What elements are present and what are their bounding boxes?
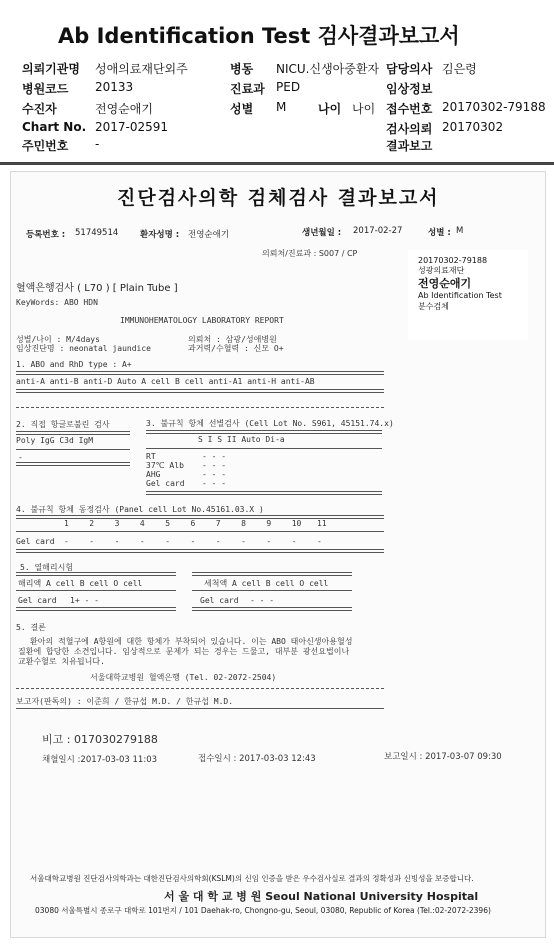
sticker-name: 전영순애기 bbox=[418, 277, 472, 290]
panel-cell-number: 2 bbox=[89, 519, 95, 528]
abo-rule bbox=[16, 371, 384, 375]
conclusion-line-3: 교환수혈로 치유됩니다. bbox=[18, 657, 105, 666]
elution-columns-left: 해리액 A cell B cell O cell bbox=[18, 579, 143, 588]
value-patient: 전영순애기 bbox=[95, 102, 153, 116]
elution-columns-right: 세척액 A cell B cell O cell bbox=[204, 579, 329, 588]
panel-cell-number: 8 bbox=[241, 519, 246, 528]
panel-rule-3 bbox=[16, 549, 384, 553]
lab-report-title: IMMUNOHEMATOLOGY LABORATORY REPORT bbox=[120, 316, 284, 325]
value-request-date: 20170302 bbox=[442, 120, 504, 134]
label-accession: 접수번호 bbox=[386, 102, 433, 116]
label-dept: 진료과 bbox=[230, 82, 265, 96]
screen-title: 3. 불규칙 항체 선별검사 (Cell Lot No. S961, 45151.74.x) bbox=[146, 419, 394, 428]
label-chart: Chart No. bbox=[22, 120, 87, 134]
elution-rule-left bbox=[16, 572, 176, 576]
screen-row-label: RT bbox=[146, 452, 156, 461]
label-institution: 의뢰기관명 bbox=[22, 62, 80, 76]
elution-rule-left-3 bbox=[16, 607, 176, 611]
panel-cell-result: - bbox=[139, 537, 145, 546]
blood-bank-line: 서울대학교병원 혈액은행 (Tel. 02-2072-2504) bbox=[90, 673, 277, 682]
label-ward: 병동 bbox=[230, 62, 254, 76]
panel-cell-result: - bbox=[241, 537, 246, 546]
conclusion-line-1: 환아의 적혈구에 A항원에 대한 항체가 부착되어 있습니다. 이는 ABO 태아신생아용혈성 bbox=[30, 637, 353, 646]
elution-right-label: Gel card bbox=[200, 596, 239, 605]
label-clinical-info: 임상정보 bbox=[386, 82, 433, 96]
reporter-rule bbox=[16, 708, 384, 709]
elution-left-values: 1+ - - bbox=[70, 596, 99, 605]
value-dept: PED bbox=[276, 80, 301, 94]
doc-title: 진단검사의학 검체검사 결과보고서 bbox=[117, 187, 440, 209]
sex-label: 성별 : bbox=[428, 228, 451, 238]
label-hospital-code: 병원코드 bbox=[22, 82, 69, 96]
dat-columns: Poly IgG C3d IgM bbox=[16, 436, 94, 445]
panel-cell-number: 9 bbox=[266, 519, 272, 528]
elution-title: 5. 열해리시험 bbox=[20, 563, 74, 572]
note-line: 비고 : 017030279188 bbox=[42, 733, 158, 746]
elution-left-label: Gel card bbox=[18, 596, 57, 605]
value-sex: M bbox=[276, 100, 287, 114]
reporter-line: 보고자(판독의) : 이준희 / 한규섭 M.D. / 한규섭 M.D. bbox=[16, 697, 234, 706]
panel-cell-number: 5 bbox=[165, 519, 171, 528]
sex: M bbox=[456, 226, 464, 236]
screen-row-label: Gel card bbox=[146, 479, 185, 488]
panel-title: 4. 불규칙 항체 동정검사 (Panel cell Lot No.45161.03.X ) bbox=[16, 505, 264, 514]
value-accession: 20170302-79188 bbox=[442, 100, 546, 114]
value-hospital-code: 20133 bbox=[95, 80, 134, 94]
reg-no: 51749514 bbox=[75, 228, 119, 238]
dob: 2017-02-27 bbox=[353, 226, 403, 236]
conclusion-title: 5. 결론 bbox=[16, 623, 46, 632]
label-doctor: 담당의사 bbox=[386, 62, 433, 76]
panel-cell-number: 10 bbox=[291, 519, 302, 528]
receive-time: 접수일시 : 2017-03-03 12:43 bbox=[198, 754, 316, 764]
panel-cell-result: - bbox=[291, 537, 297, 546]
dat-title: 2. 직접 항글로불린 검사 bbox=[16, 420, 110, 429]
elution-rule-right bbox=[192, 572, 352, 576]
value-chart: 2017-02591 bbox=[95, 120, 169, 134]
panel-cell-result: - bbox=[266, 537, 272, 546]
dat-rule-2 bbox=[16, 449, 130, 450]
label-request-date: 검사의뢰 bbox=[386, 122, 433, 136]
panel-cell-result: - bbox=[64, 537, 69, 546]
panel-cell-number: 1 bbox=[64, 519, 69, 528]
footer-certification: 서울대학교병원 진단검사의학과는 대한진단검사의학회(KSLM)의 신임 인증을 받은 우수검사실로 결과의 정확성과 신빙성을 보증합니다. bbox=[30, 874, 474, 883]
panel-row-label: Gel card bbox=[16, 537, 55, 546]
panel-cell-result: - bbox=[114, 537, 120, 546]
report-time: 보고일시 : 2017-03-07 09:30 bbox=[384, 752, 502, 762]
value-age: 나이 bbox=[352, 102, 376, 116]
panel-cell-result: - bbox=[190, 537, 196, 546]
info-diagnosis: 임상진단명 : neonatal jaundice bbox=[16, 344, 151, 353]
elution-rule-left-2 bbox=[16, 590, 176, 591]
screen-rule-3 bbox=[146, 491, 382, 495]
label-age: 나이 bbox=[318, 102, 342, 116]
screen-rule-2 bbox=[146, 448, 382, 449]
report-title: Ab Identification Test 검사결과보고서 bbox=[58, 24, 460, 48]
patient-name: 전영순애기 bbox=[188, 230, 230, 240]
dob-label: 생년월일 : bbox=[302, 228, 342, 238]
panel-cell-result: - bbox=[89, 537, 95, 546]
info-history: 과거력/수혈력 : 신모 O+ bbox=[188, 344, 284, 353]
value-resident-no: - bbox=[95, 137, 100, 151]
section-title: 혈액은행검사 ( L70 ) [ Plain Tube ] bbox=[16, 283, 178, 294]
sticker-accession: 20170302-79188 bbox=[418, 256, 488, 265]
sticker-test: Ab Identification Test bbox=[418, 291, 502, 300]
screen-row-values: - - - bbox=[202, 470, 227, 479]
screen-row-label: AHG bbox=[146, 470, 161, 479]
dat-rule-3 bbox=[16, 462, 130, 466]
panel-cell-number: 4 bbox=[139, 519, 145, 528]
footer-hospital: 서 울 대 학 교 병 원 Seoul National University Hospital bbox=[164, 890, 479, 903]
patient-label: 환자성명 : bbox=[140, 230, 180, 240]
reg-label: 등록번호 : bbox=[26, 230, 66, 240]
dept-line: 의뢰처/진료과 : S007 / CP bbox=[262, 249, 358, 258]
screen-row-values: - - - bbox=[202, 479, 227, 488]
abo-rule-3 bbox=[16, 407, 384, 408]
collect-time: 채혈일시 :2017-03-03 11:03 bbox=[42, 755, 158, 765]
keywords: KeyWords: ABO HDN bbox=[16, 298, 98, 307]
value-institution: 성애의료재단외주 bbox=[95, 62, 188, 76]
panel-cell-number: 6 bbox=[190, 519, 196, 528]
label-resident-no: 주민번호 bbox=[22, 139, 69, 153]
label-result-report: 결과보고 bbox=[386, 139, 433, 153]
panel-cell-number: 11 bbox=[317, 519, 327, 528]
info-sex-age: 성별/나이 : M/4days bbox=[16, 335, 100, 344]
screen-row-label: 37℃ Alb bbox=[146, 461, 184, 470]
abo-rule-2 bbox=[16, 389, 384, 393]
panel-cell-result: - bbox=[215, 537, 221, 546]
elution-right-values: - - - bbox=[250, 596, 275, 605]
panel-cell-result: - bbox=[165, 537, 171, 546]
conclusion-rule bbox=[16, 688, 384, 689]
screen-row-values: - - - bbox=[202, 461, 227, 470]
panel-cell-number: 7 bbox=[215, 519, 221, 528]
conclusion-line-2: 질환에 합당한 소견입니다. 임상적으로 문제가 되는 경우는 드물고, 대부분 광선요법이나 bbox=[18, 647, 350, 656]
header-divider bbox=[0, 162, 554, 165]
abo-title: 1. ABO and RhD type : A+ bbox=[16, 360, 132, 369]
sticker-lab: 성광의료재단 bbox=[418, 266, 465, 275]
label-patient: 수진자 bbox=[22, 102, 57, 116]
panel-rule bbox=[16, 515, 384, 519]
info-requester: 의뢰처 : 삼광/성애병원 bbox=[188, 335, 277, 344]
value-ward: NICU.신생아중환자 bbox=[276, 62, 380, 76]
elution-rule-right-3 bbox=[192, 607, 352, 611]
footer-address: 03080 서울특별시 종로구 대학로 101번지 / 101 Daehak-ro, Chongno-gu, Seoul, 03080, Republic of Korea (Tel.:02-2072-2396) bbox=[35, 906, 491, 915]
sticker-specimen: 분수검체 bbox=[418, 302, 449, 311]
screen-rule bbox=[146, 430, 382, 434]
value-doctor: 김은령 bbox=[442, 62, 477, 76]
panel-rule-2 bbox=[16, 531, 384, 532]
screen-row-values: - - - bbox=[202, 452, 227, 461]
dat-rule bbox=[16, 431, 130, 435]
label-sex: 성별 bbox=[230, 102, 254, 116]
panel-cell-number: 3 bbox=[114, 519, 120, 528]
panel-cell-result: - bbox=[317, 537, 322, 546]
abo-columns: anti-A anti-B anti-D Auto A cell B cell anti-A1 anti-H anti-AB bbox=[16, 377, 315, 386]
elution-rule-right-2 bbox=[192, 590, 352, 591]
screen-columns: S I S II Auto Di-a bbox=[198, 435, 285, 444]
dat-values: - bbox=[18, 453, 23, 462]
